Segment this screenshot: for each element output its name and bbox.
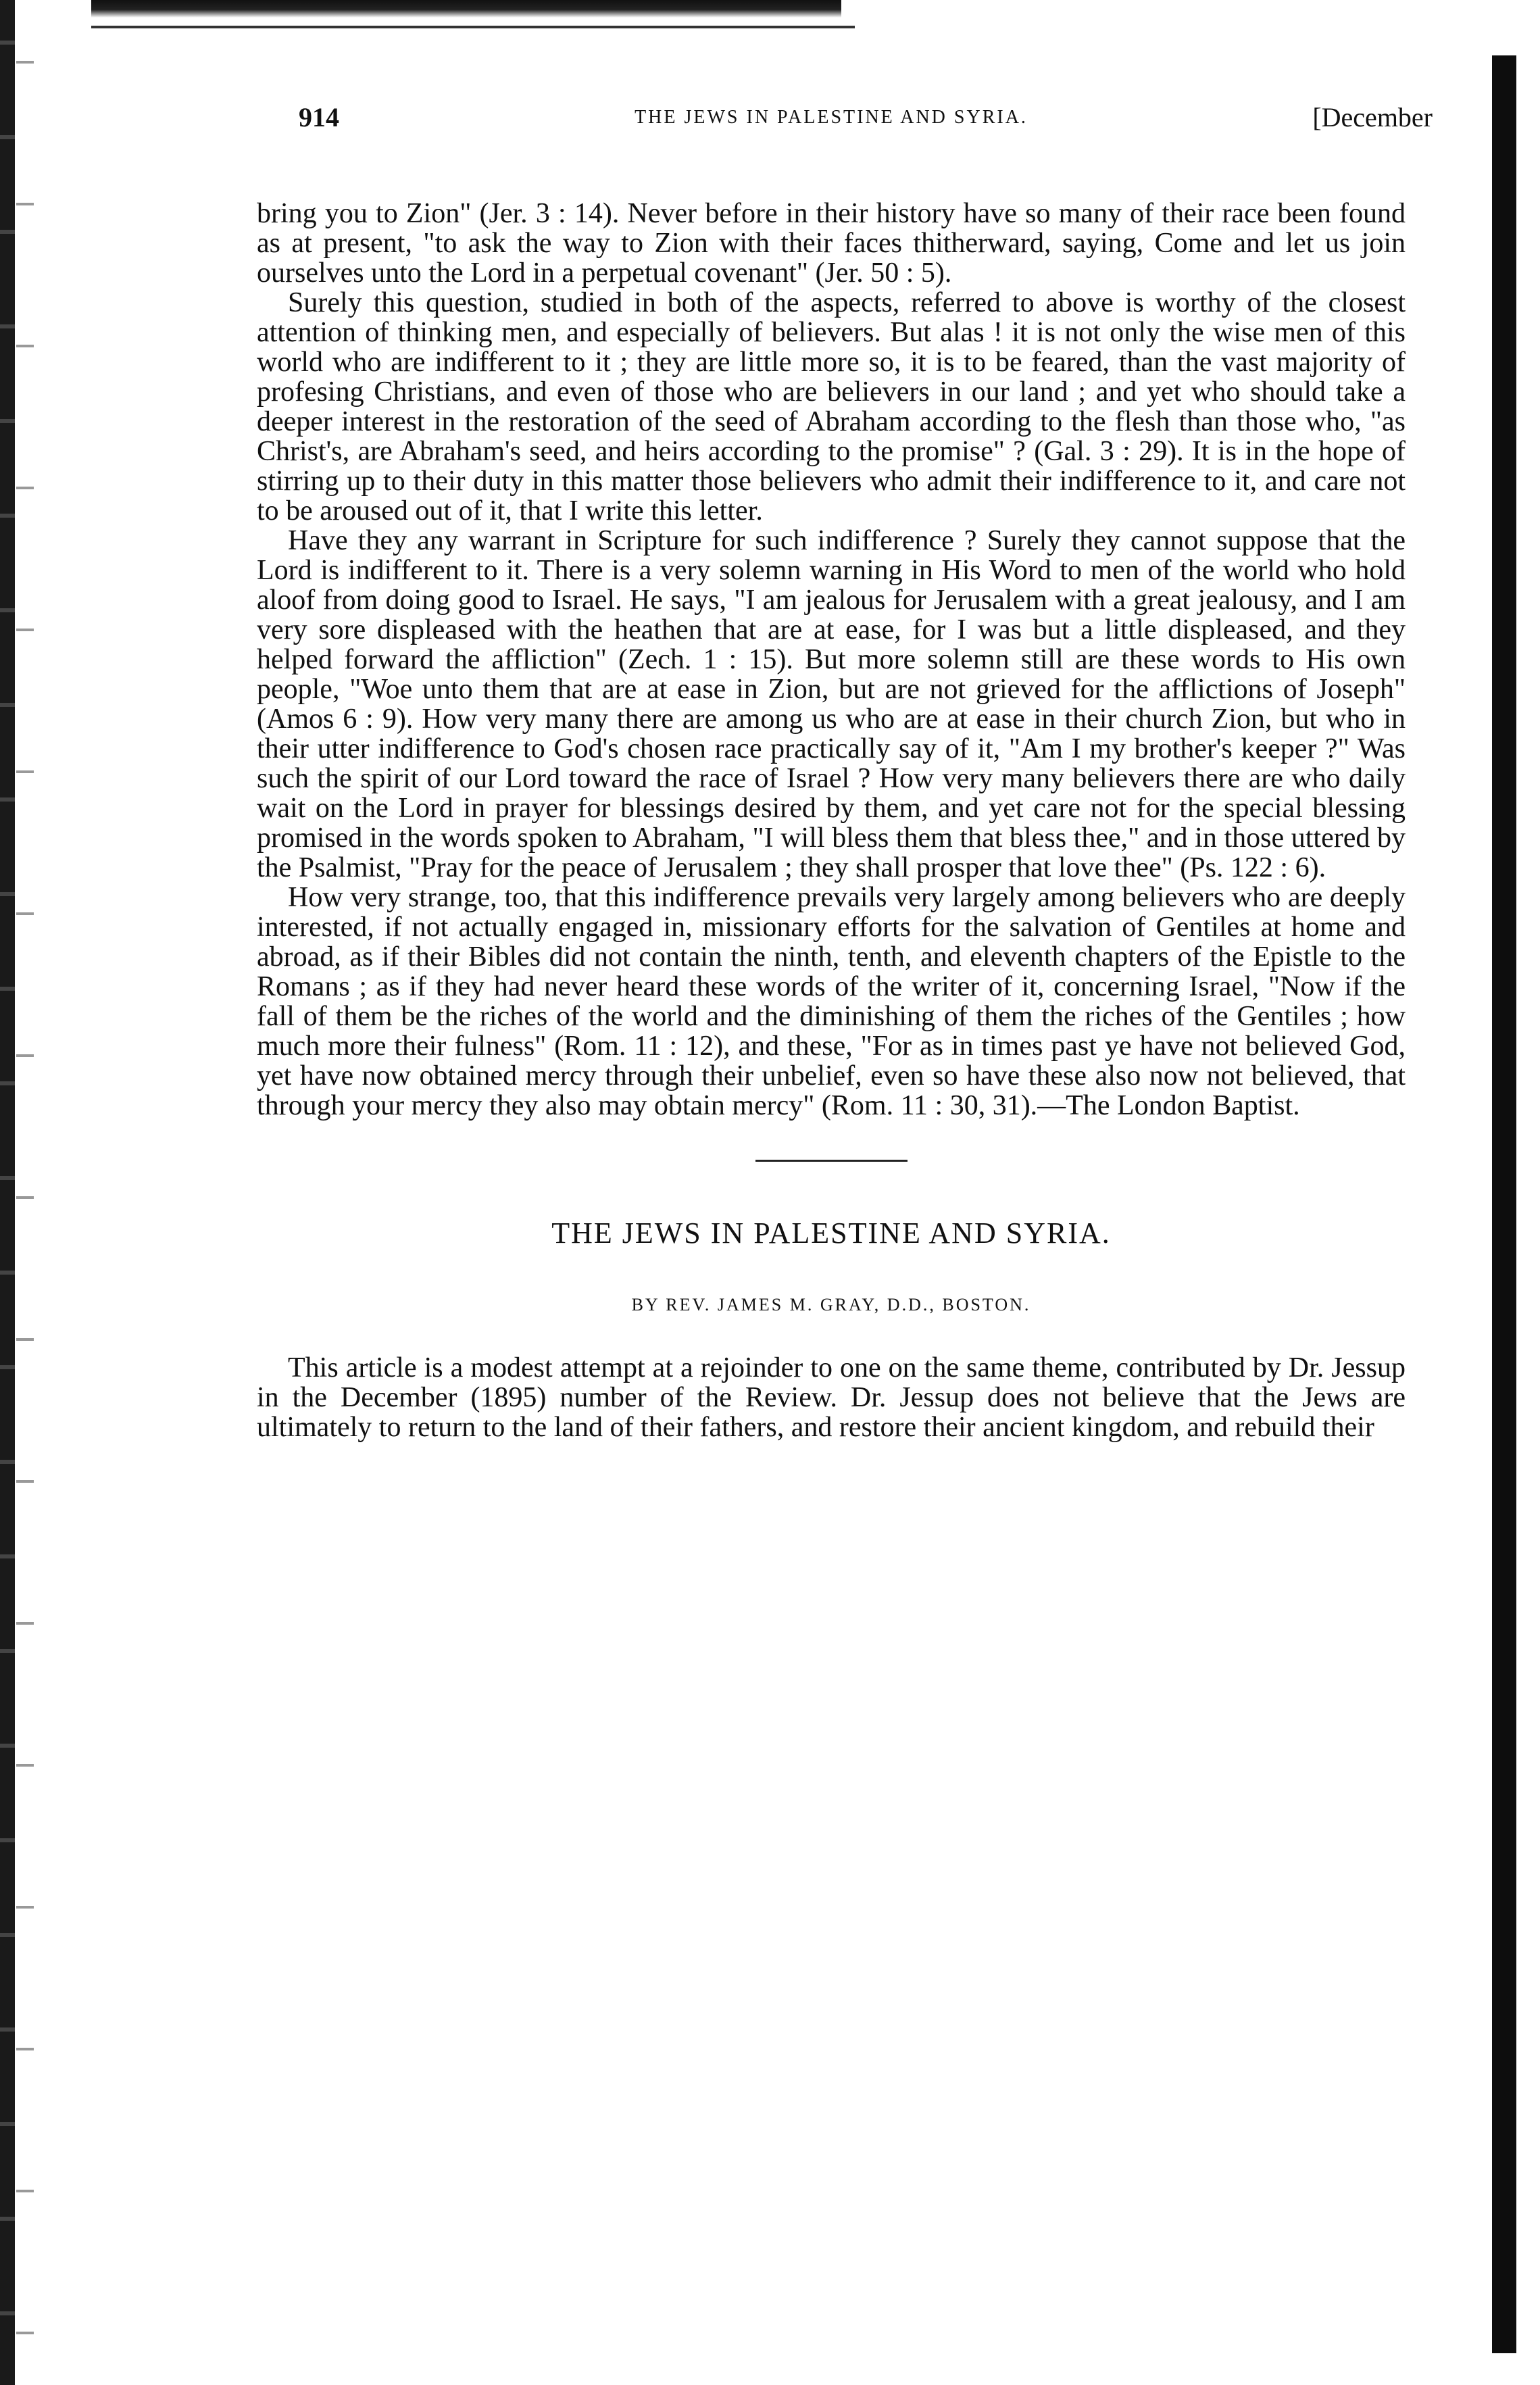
- article-body: [257, 1353, 1406, 1442]
- book-page: [257, 101, 1433, 1443]
- scan-right-edge: [1492, 55, 1516, 2353]
- article-byline: BY REV. JAMES M. GRAY, D.D., BOSTON.: [631, 1295, 1031, 1314]
- paragraph: bring you to Zion" (Jer. 3 : 14). Never before in their history have so many of their race been found as at present, "to ask the way to Zion with their faces thitherward, saying, Come and let us join ourselves unto the Lord in a perpetual covenant" (Jer. 50 : 5).: [257, 198, 1406, 289]
- paragraph: Surely this question, studied in both of the aspects, referred to above is worthy of the closest attention of thinking men, and especially of believers. But alas ! it is not only the wise men of this world who are indifferent to it ; they are little more so, it is to be feared, than the vast majority of profesing Christians, and even of those who are believers in our land ; and yet who should take a deeper interest in the restoration of the seed of Abraham according to the flesh than those who, "as Christ's, are Abraham's seed, and heirs according to the promise" ? (Gal. 3 : 29). It is in the hope of stirring up to their duty in this matter those believers who admit their indifference to it, and care not to be aroused out of it, that I write this letter.: [257, 287, 1406, 526]
- article-title: THE JEWS IN PALESTINE AND SYRIA.: [551, 1216, 1111, 1250]
- section-divider: [755, 1160, 908, 1162]
- scan-top-rule: [91, 26, 855, 28]
- scan-left-speckle: [16, 0, 34, 2385]
- paragraph: How very strange, too, that this indifference prevails very largely among believers who are deeply interested, if not actually engaged in, missionary efforts for the salvation of Gentiles at home and abroad, as if their Bibles did not contain the ninth, tenth, and eleventh chapters of the Epistle to the Romans ; as if they had never heard these words of the writer of it, concerning Israel, "Now if the fall of them be the riches of the world and the diminishing of them the riches of the Gentiles ; how much more their fulness" (Rom. 11 : 12), and these, "For as in times past ye have not believed God, yet have now obtained mercy through their unbelief, even so have these also now not believed, that through your mercy they also may obtain mercy" (Rom. 11 : 30, 31).—The London Baptist.: [257, 882, 1406, 1121]
- scan-left-edge: [0, 0, 15, 2385]
- running-month: [December: [1312, 102, 1433, 132]
- paragraph: Have they any warrant in Scripture for such indifference ? Surely they cannot suppose that the Lord is indifferent to it. There is a very solemn warning in His Word to men of the world who hold aloof from doing good to Israel. He says, "I am jealous for Jerusalem with a great jealousy, and I am very sore displeased with the heathen that are at ease, for I was but a little displeased, and they helped forward the affliction" (Zech. 1 : 15). But more solemn still are these words to His own people, "Woe unto them that are at ease in Zion, but are not grieved for the afflictions of Joseph" (Amos 6 : 9). How very many there are among us who are at ease in their church Zion, but who in their utter indifference to God's chosen race practically say of it, "Am I my brother's keeper ?" Was such the spirit of our Lord toward the race of Israel ? How very many believers there are who daily wait on the Lord in prayer for blessings desired by them, and yet care not for the special blessing promised in the words spoken to Abraham, "I will bless them that bless thee," and in those uttered by the Psalmist, "Pray for the peace of Jerusalem ; they shall prosper that love thee" (Ps. 122 : 6).: [257, 525, 1406, 883]
- running-head: [257, 101, 1433, 142]
- continued-letter: [257, 199, 1406, 1121]
- scan-top-edge: [91, 0, 841, 18]
- page-number: 914: [299, 102, 339, 132]
- paragraph: This article is a modest attempt at a rejoinder to one on the same theme, contributed by Dr. Jessup in the December (1895) number of the Review. Dr. Jessup does not believe that the Jews are ultimately to return to the land of their fathers, and restore their ancient kingdom, and rebuild their: [257, 1352, 1406, 1443]
- running-title: THE JEWS IN PALESTINE AND SYRIA.: [635, 107, 1028, 128]
